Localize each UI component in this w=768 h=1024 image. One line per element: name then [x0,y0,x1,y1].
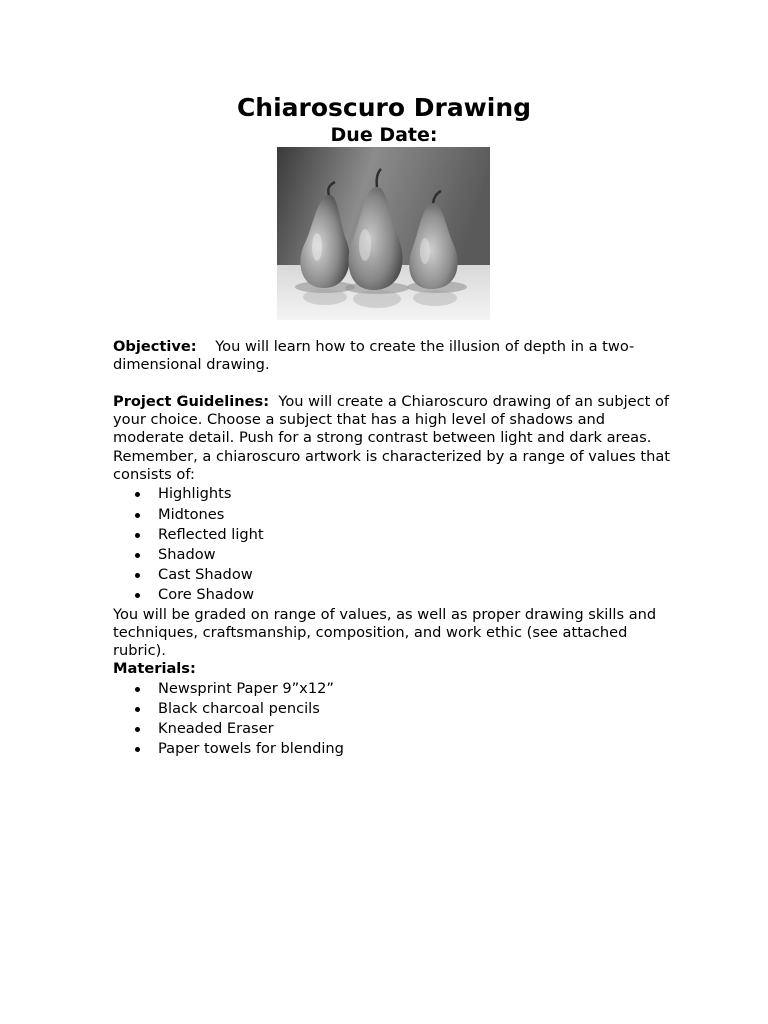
materials-label: Materials: [113,660,196,678]
guidelines-text: You will create a Chiaroscuro drawing of an subject of your choice. Choose a subject that has a high level of shadows and moderate detail. Push for a strong contrast between light and dark areas. [113,392,670,447]
document-title: Chiaroscuro Drawing [236,93,532,122]
pears-illustration [277,147,490,320]
list-item: Paper towels for blending [113,739,673,759]
list-item: Highlights [113,484,673,504]
list-item: Core Shadow [113,585,673,605]
grading-paragraph: You will be graded on range of values, as well as proper drawing skills and techniques, craftsmanship, composition, and work ethic (see attached rubric). [113,605,657,660]
list-item: Kneaded Eraser [113,719,673,739]
objective-text: You will learn how to create the illusion of depth in a two-dimensional drawing. [113,338,635,374]
objective-paragraph [113,338,673,375]
values-list [113,484,673,605]
due-date-heading: Due Date: [330,124,438,146]
list-item: Reflected light [113,525,673,545]
objective-label: Objective: [113,338,197,355]
materials-list [113,679,673,760]
list-item: Shadow [113,545,673,565]
list-item: Midtones [113,505,673,525]
pears-charcoal-drawing [277,147,490,320]
list-item: Cast Shadow [113,565,673,585]
guidelines-label: Project Guidelines: [113,392,270,410]
list-item: Black charcoal pencils [113,699,673,719]
guidelines-paragraph [113,393,673,448]
list-item: Newsprint Paper 9”x12” [113,679,673,699]
document-body [113,338,673,760]
remember-paragraph: Remember, a chiaroscuro artwork is characterized by a range of values that consists of: [113,447,671,484]
